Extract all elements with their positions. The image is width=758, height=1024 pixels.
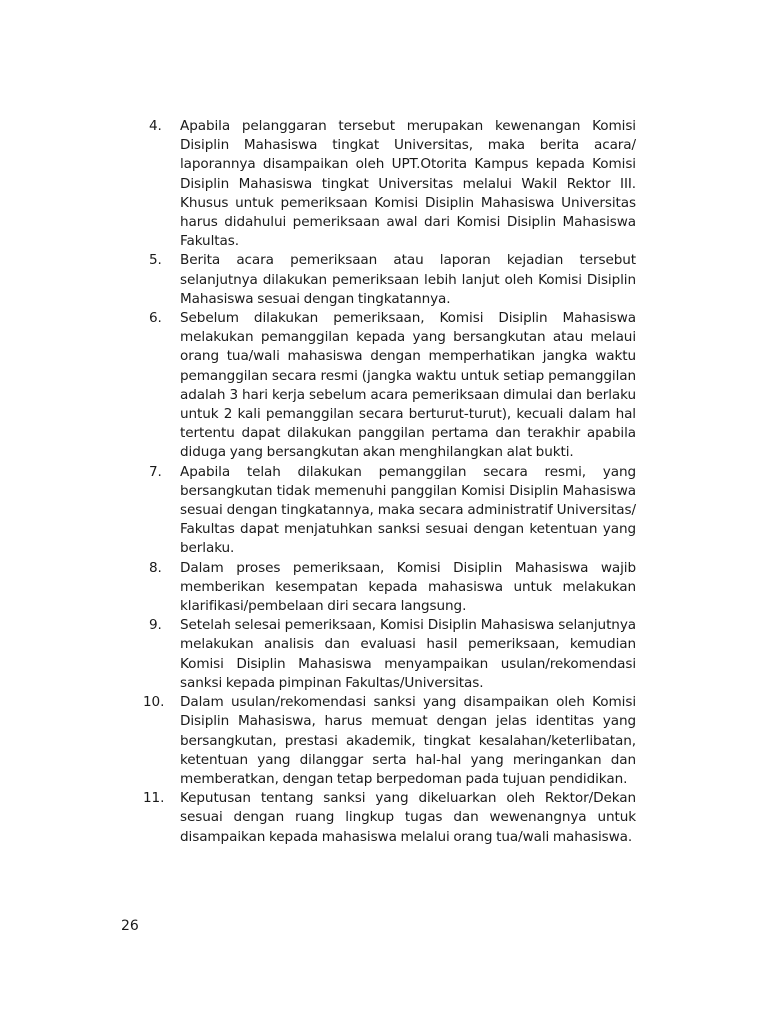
list-item-number: 6. bbox=[149, 310, 162, 327]
list-item-number: 10. bbox=[143, 694, 165, 711]
list-item-number: 9. bbox=[149, 617, 162, 634]
list-item bbox=[143, 789, 636, 847]
list-item-text: Apabila pelanggaran tersebut merupakan kewenangan Komisi Disiplin Mahasiswa tingkat Universitas, maka berita acara/ laporannya disampaikan oleh UPT.Otorita Kampus kepada Komisi Disiplin Mahasiswa tingkat Universitas melalui Wakil Rektor III. Khusus untuk pemeriksaan Komisi Disiplin Mahasiswa Universitas harus didahului pemeriksaan awal dari Komisi Disiplin Mahasiswa Fakultas. bbox=[180, 118, 636, 250]
list-item bbox=[143, 309, 636, 463]
list-item-text: Apabila telah dilakukan pemanggilan secara resmi, yang bersangkutan tidak memenuhi panggilan Komisi Disiplin Mahasiswa sesuai dengan tingkatannya, maka secara administratif Universitas/ Fakultas dapat menjatuhkan sanksi sesuai dengan ketentuan yang berlaku. bbox=[180, 463, 636, 557]
list-item bbox=[143, 693, 636, 789]
list-item-text: Keputusan tentang sanksi yang dikeluarkan oleh Rektor/Dekan sesuai dengan ruang lingkup tugas dan wewenangnya untuk disampaikan kepada mahasiswa melalui orang tua/wali mahasiswa. bbox=[180, 790, 636, 845]
list-item-text: Dalam proses pemeriksaan, Komisi Disiplin Mahasiswa wajib memberikan kesempatan kepada mahasiswa untuk melakukan klarifikasi/pembelaan diri secara langsung. bbox=[180, 559, 636, 615]
list-item-text: Sebelum dilakukan pemeriksaan, Komisi Disiplin Mahasiswa melakukan pemanggilan kepada yang bersangkutan atau melaui orang tua/wali mahasiswa dengan memperhatikan jangka waktu pemanggilan secara resmi (jangka waktu untuk setiap pemanggilan adalah 3 hari kerja sebelum acara pemeriksaan dimulai dan berlaku untuk 2 kali pemanggilan secara berturut-turut), kecuali dalam hal tertentu dapat dilakukan panggilan pertama dan terakhir apabila diduga yang bersangkutan akan menghilangkan alat bukti. bbox=[180, 310, 636, 461]
numbered-list bbox=[143, 117, 636, 847]
list-item-number: 7. bbox=[149, 463, 162, 480]
list-item-text: Dalam usulan/rekomendasi sanksi yang disampaikan oleh Komisi Disiplin Mahasiswa, harus memuat dengan jelas identitas yang bersangkutan, prestasi akademik, tingkat kesalahan/keterlibatan, ketentuan yang dilanggar serta hal-hal yang meringankan dan memberatkan, dengan tetap berpedoman pada tujuan pendidikan. bbox=[180, 694, 636, 787]
list-item-text: Berita acara pemeriksaan atau laporan kejadian tersebut selanjutnya dilakukan pemeriksaan lebih lanjut oleh Komisi Disiplin Mahasiswa sesuai dengan tingkatannya. bbox=[180, 252, 636, 307]
list-item-number: 11. bbox=[143, 790, 165, 807]
list-item bbox=[143, 117, 636, 251]
list-item-number: 5. bbox=[149, 252, 162, 269]
page-number: 26 bbox=[121, 918, 139, 934]
list-item bbox=[143, 251, 636, 309]
list-item-number: 4. bbox=[149, 118, 162, 134]
list-item-text: Setelah selesai pemeriksaan, Komisi Disiplin Mahasiswa selanjutnya melakukan analisis dan evaluasi hasil pemeriksaan, kemudian Komisi Disiplin Mahasiswa menyampaikan usulan/rekomendasi sanksi kepada pimpinan Fakultas/Universitas. bbox=[180, 617, 636, 691]
list-item-number: 8. bbox=[149, 559, 162, 576]
list-item bbox=[143, 616, 636, 693]
list-item bbox=[143, 559, 636, 617]
list-item bbox=[143, 463, 636, 559]
